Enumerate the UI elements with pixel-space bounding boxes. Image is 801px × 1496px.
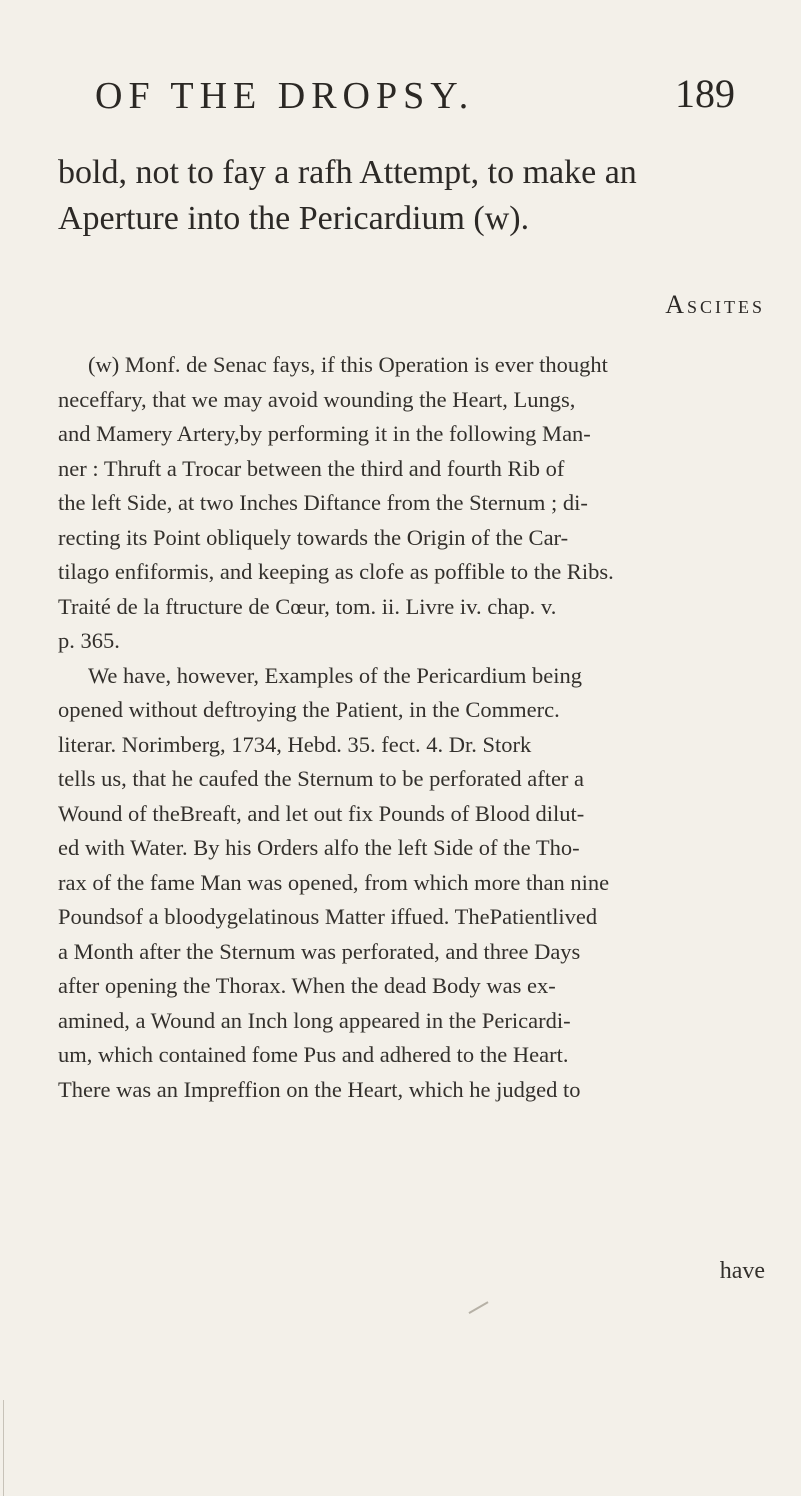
main-line: bold, not to fay a rafh Attempt, to make an <box>58 154 637 191</box>
footnote-line: Wound of theBreaft, and let out fix Pounds of Blood dilut- <box>58 800 585 826</box>
section-heading: Ascites <box>665 290 765 319</box>
footnote-line: tells us, that he caufed the Sternum to be perforated after a <box>58 766 585 791</box>
footnote-line: the left Side, at two Inches Diftance from the Sternum ; di- <box>58 490 588 515</box>
footnote-line: rax of the fame Man was opened, from which more than nine <box>58 869 610 895</box>
footnote-line: literar. Norimberg, 1734, Hebd. 35. fect. 4. Dr. Stork <box>58 731 532 757</box>
footnote-line: ed with Water. By his Orders alfo the left Side of the Tho- <box>58 835 580 860</box>
footnote-line: We have, however, Examples of the Pericardium being <box>88 662 582 688</box>
footnote-line: a Month after the Sternum was perforated, and three Days <box>58 938 581 964</box>
footnote-line: amined, a Wound an Inch long appeared in the Pericardi- <box>58 1007 571 1033</box>
footnote <box>58 348 758 1107</box>
running-head <box>95 66 735 122</box>
page-edge-line <box>3 1400 4 1496</box>
main-line: Aperture into the Pericardium (w). <box>58 200 530 237</box>
stray-ink-mark <box>468 1301 493 1322</box>
page-number: 189 <box>675 71 735 116</box>
footnote-line: Poundsof a bloodygelatinous Matter iffued. ThePatientlived <box>58 904 598 929</box>
footnote-line: p. 365. <box>58 628 120 653</box>
footnote-line: There was an Impreffion on the Heart, which he judged to <box>58 1076 581 1102</box>
footnote-line: and Mamery Artery,by performing it in the following Man- <box>58 421 591 446</box>
main-paragraph <box>58 150 758 242</box>
footnote-line: neceffary, that we may avoid wounding the Heart, Lungs, <box>58 386 576 412</box>
footnote-line: opened without deftroying the Patient, in the Commerc. <box>58 697 560 722</box>
footnote-line: tilago enfiformis, and keeping as clofe as poffible to the Ribs. <box>58 559 614 584</box>
footnote-line: (w) Monf. de Senac fays, if this Operation is ever thought <box>88 352 608 377</box>
catchword: have <box>719 1258 765 1284</box>
footnote-line: um, which contained fome Pus and adhered to the Heart. <box>58 1042 569 1067</box>
running-title: OF THE DROPSY. <box>95 75 475 117</box>
footnote-line: Traité de la ftructure de Cœur, tom. ii. Livre iv. chap. v. <box>58 593 557 619</box>
footnote-line: recting its Point obliquely towards the Origin of the Car- <box>58 524 569 550</box>
footnote-line: ner : Thruft a Trocar between the third and fourth Rib of <box>58 455 565 481</box>
footnote-line: after opening the Thorax. When the dead Body was ex- <box>58 973 556 998</box>
